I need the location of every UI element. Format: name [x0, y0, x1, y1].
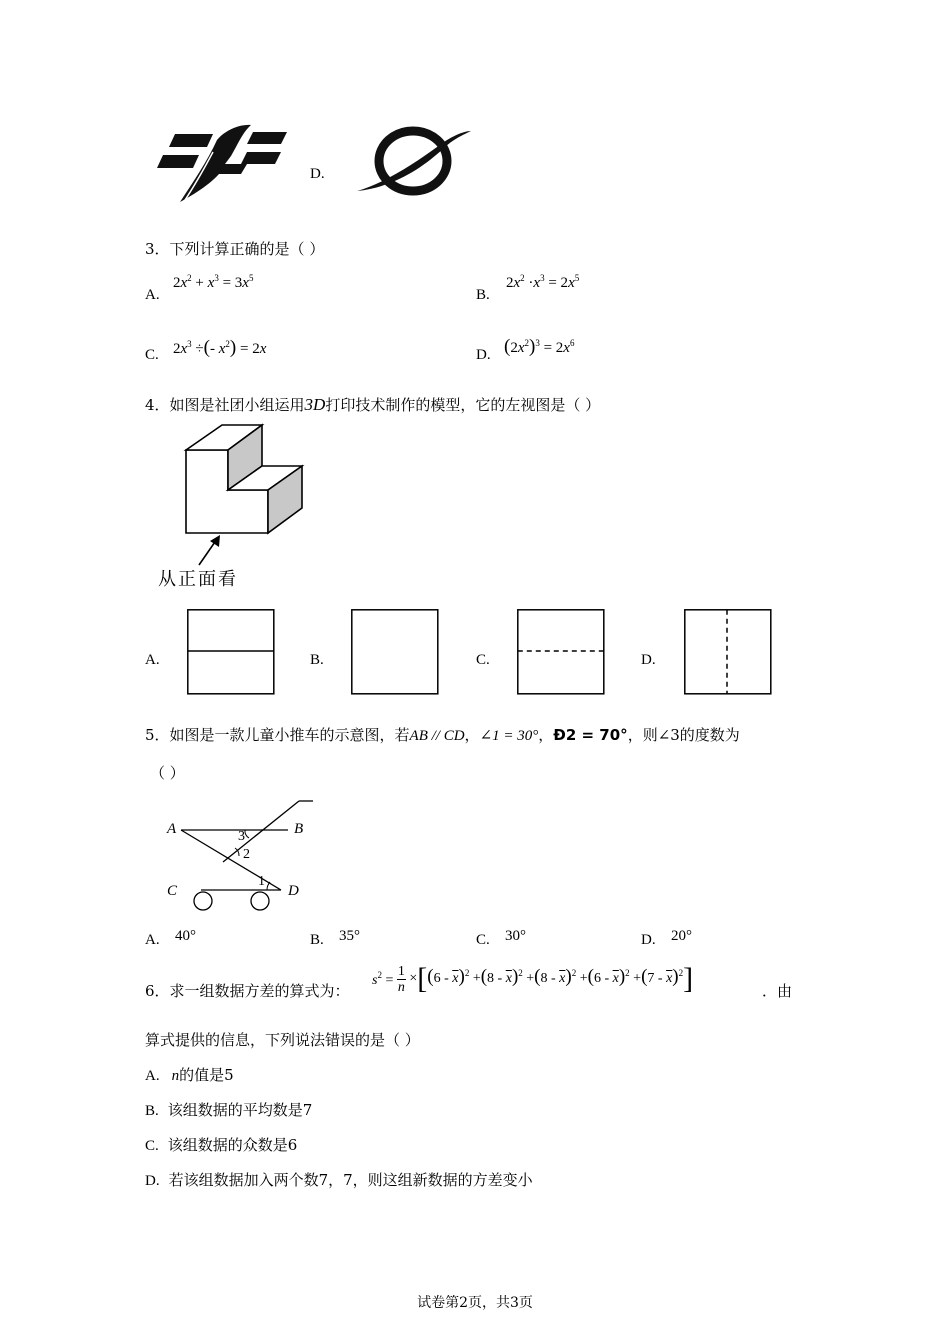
q3-option-b-expr: $2x^2 \cdot x^3 = 2x^5$ — [506, 273, 580, 291]
q3-option-c-expr: $2x^3$ ÷(- $x^2) = 2x$ — [173, 337, 267, 358]
q5-option-a-label[interactable]: A. — [145, 932, 160, 948]
q5-label-3: 3 — [238, 829, 245, 844]
q5-stem: 5．如图是一款儿童小推车的示意图，若AB // CD，∠1 = 30°，Đ2 = 70°，则∠3的度数为 — [145, 726, 740, 744]
q5-option-d-label[interactable]: D. — [641, 932, 656, 948]
q6-formula: $s^2$ = $\frac{1}{n}$ $\times[(6 - \overline{x})^2 +(8 - \overline{x})^2 +(8 - \overline{x})^2 +(6 - \overline{x})^2 +(7 - \overline{x})^2]$ — [372, 962, 694, 995]
q5-option-b-value: 35° — [339, 928, 360, 944]
q6-option-b[interactable]: B. 该组数据的平均数是7 — [145, 1101, 313, 1119]
q5-label-1: 1 — [258, 874, 265, 889]
q5-option-c-label[interactable]: C. — [476, 932, 490, 948]
q4-option-b-label[interactable]: B. — [310, 652, 324, 668]
q4-option-a-label[interactable]: A. — [145, 652, 160, 668]
q3-stem: 3．下列计算正确的是（ ） — [145, 240, 325, 258]
q4-option-c-label[interactable]: C. — [476, 652, 490, 668]
q5-label-b: B — [294, 821, 304, 837]
q3-option-a-label[interactable]: A. — [145, 287, 160, 303]
q3-option-b-label[interactable]: B. — [476, 287, 490, 303]
q4-option-d-label[interactable]: D. — [641, 652, 656, 668]
q2-option-d-label[interactable]: D. — [310, 166, 325, 182]
q4-option-b-figure[interactable] — [351, 609, 439, 695]
q3-option-a-expr: $2x^2 + x^3 = 3x^5$ — [173, 273, 254, 291]
q6-option-c[interactable]: C. 该组数据的众数是6 — [145, 1136, 298, 1154]
q5-option-c-value: 30° — [505, 928, 526, 944]
q4-option-d-figure[interactable] — [684, 609, 772, 695]
q3-option-c-label[interactable]: C. — [145, 347, 159, 363]
q5-option-a-value: 40° — [175, 928, 196, 944]
q5-label-c: C — [167, 883, 178, 899]
front-view-arrow — [195, 533, 225, 568]
page-footer: 试卷第2页，共3页 — [417, 1295, 533, 1311]
q5-label-a: A — [167, 821, 177, 837]
q5-option-d-value: 20° — [671, 928, 692, 944]
q3-option-d-expr: $(2x^2)^3 = 2x^6$ — [504, 336, 575, 357]
logo-figure-d — [355, 125, 473, 197]
q5-label-2: 2 — [243, 847, 250, 862]
q4-model-figure — [180, 420, 310, 545]
q5-paren: （ ） — [150, 764, 185, 782]
q6-stem-post: ．由 — [762, 982, 793, 1000]
q6-option-a[interactable]: A. n的值是5 — [145, 1066, 234, 1084]
q3-option-d-label[interactable]: D. — [476, 347, 491, 363]
q5-option-b-label[interactable]: B. — [310, 932, 324, 948]
q4-option-c-figure[interactable] — [517, 609, 605, 695]
q4-option-a-figure[interactable] — [187, 609, 275, 695]
q6-stem-line2: 算式提供的信息，下列说法错误的是（ ） — [145, 1031, 420, 1049]
q4-caption: 从正面看 — [158, 569, 238, 590]
q5-label-d: D — [288, 883, 299, 899]
logo-figure-c — [155, 122, 290, 204]
q6-option-d[interactable]: D. 若该组数据加入两个数7，7，则这组新数据的方差变小 — [145, 1171, 533, 1189]
q6-stem: 6．求一组数据方差的算式为： — [145, 982, 350, 1000]
q4-stem: 4．如图是社团小组运用3D打印技术制作的模型，它的左视图是（ ） — [145, 395, 601, 414]
